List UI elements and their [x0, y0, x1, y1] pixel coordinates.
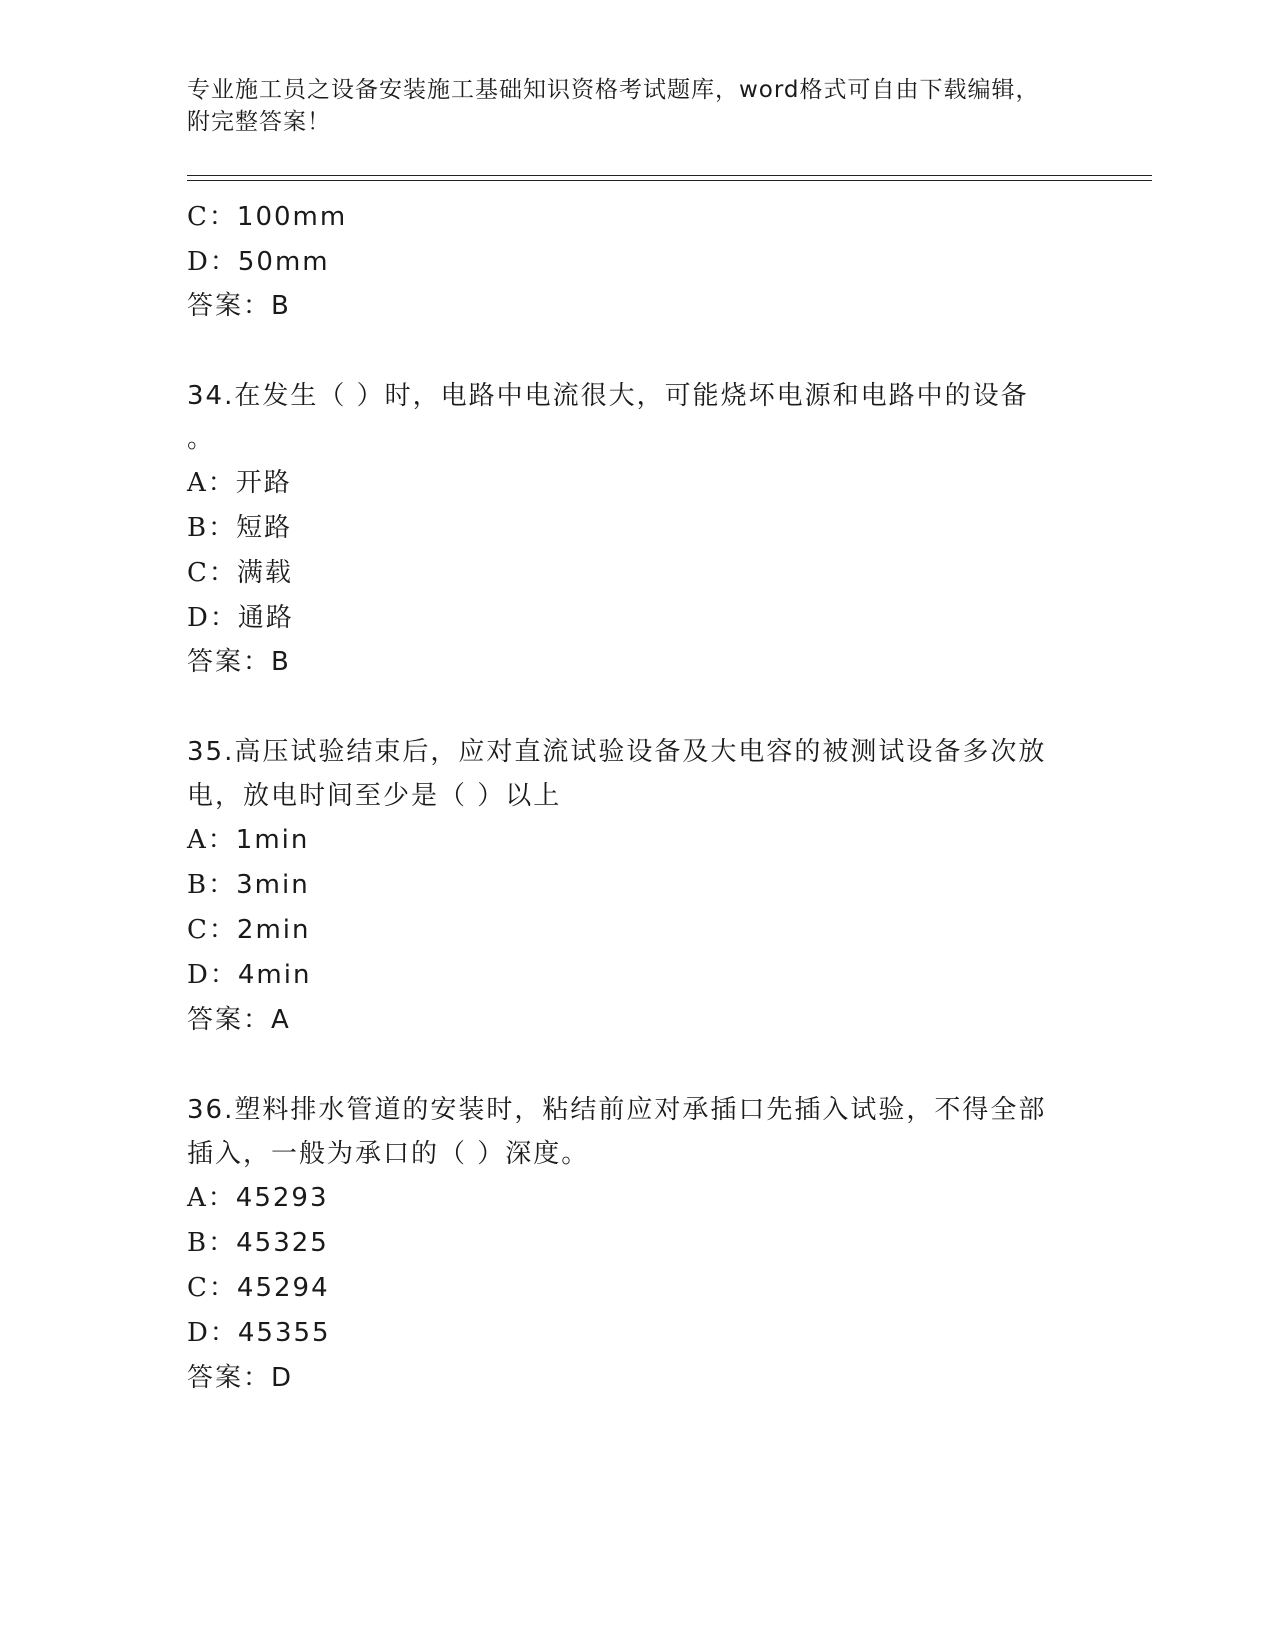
option-key: B：	[187, 1228, 237, 1258]
header-title-line-1: 专业施工员之设备安装施工基础知识资格考试题库，word格式可自由下载编辑，	[187, 77, 1040, 103]
option-text: 通路	[237, 603, 294, 633]
question-35-text-line-2: 电，放电时间至少是（ ）以上	[187, 781, 562, 811]
option-c	[187, 909, 310, 946]
option-key: C：	[187, 1273, 237, 1303]
option-key: A：	[187, 825, 236, 855]
option-text: 50mm	[237, 247, 330, 277]
option-c	[187, 552, 293, 589]
option-text: 开路	[235, 468, 292, 498]
option-a	[187, 1177, 329, 1214]
question-34-text-line-2: 。	[187, 424, 216, 454]
answer-line: 答案：B	[187, 291, 291, 321]
option-d	[187, 241, 330, 278]
header-rule-top	[187, 175, 1152, 176]
option-key: C：	[187, 915, 237, 945]
option-text: 45355	[237, 1318, 331, 1348]
option-b	[187, 864, 310, 901]
option-c	[187, 1267, 330, 1304]
option-text: 满载	[236, 558, 293, 588]
option-key: C：	[187, 202, 237, 232]
question-36-text-line-2: 插入，一般为承口的（ ）深度。	[187, 1139, 590, 1169]
option-a	[187, 462, 292, 499]
option-d	[187, 1312, 331, 1349]
header-title-line-2: 附完整答案！	[187, 109, 331, 135]
option-b	[187, 1222, 329, 1259]
option-key: B：	[187, 870, 237, 900]
option-key: D：	[187, 247, 238, 277]
option-text: 45294	[236, 1273, 330, 1303]
option-text: 2min	[236, 915, 311, 945]
document-header	[187, 74, 1087, 138]
option-text: 100mm	[236, 202, 348, 232]
option-key: C：	[187, 558, 237, 588]
answer-line: 答案：D	[187, 1363, 294, 1393]
option-text: 45293	[235, 1183, 329, 1213]
option-key: B：	[187, 513, 237, 543]
option-a	[187, 819, 309, 856]
option-text: 4min	[237, 960, 312, 990]
question-34-text-line-1: 34.在发生（ ）时，电路中电流很大，可能烧坏电源和电路中的设备	[187, 381, 1029, 411]
option-key: D：	[187, 1318, 238, 1348]
option-b	[187, 507, 292, 544]
option-key: A：	[187, 468, 236, 498]
option-key: A：	[187, 1183, 236, 1213]
option-c	[187, 196, 347, 233]
option-key: D：	[187, 960, 238, 990]
option-text: 45325	[236, 1228, 329, 1258]
option-text: 短路	[236, 513, 293, 543]
option-key: D：	[187, 603, 238, 633]
option-d	[187, 954, 311, 991]
option-text: 3min	[236, 870, 310, 900]
question-35-text-line-1: 35.高压试验结束后，应对直流试验设备及大电容的被测试设备多次放	[187, 737, 1047, 767]
question-36-text-line-1: 36.塑料排水管道的安装时，粘结前应对承插口先插入试验，不得全部	[187, 1095, 1047, 1125]
option-d	[187, 597, 294, 634]
option-text: 1min	[235, 825, 310, 855]
answer-line: 答案：A	[187, 1005, 291, 1035]
answer-line: 答案：B	[187, 647, 291, 677]
header-rule-bottom	[187, 180, 1152, 181]
